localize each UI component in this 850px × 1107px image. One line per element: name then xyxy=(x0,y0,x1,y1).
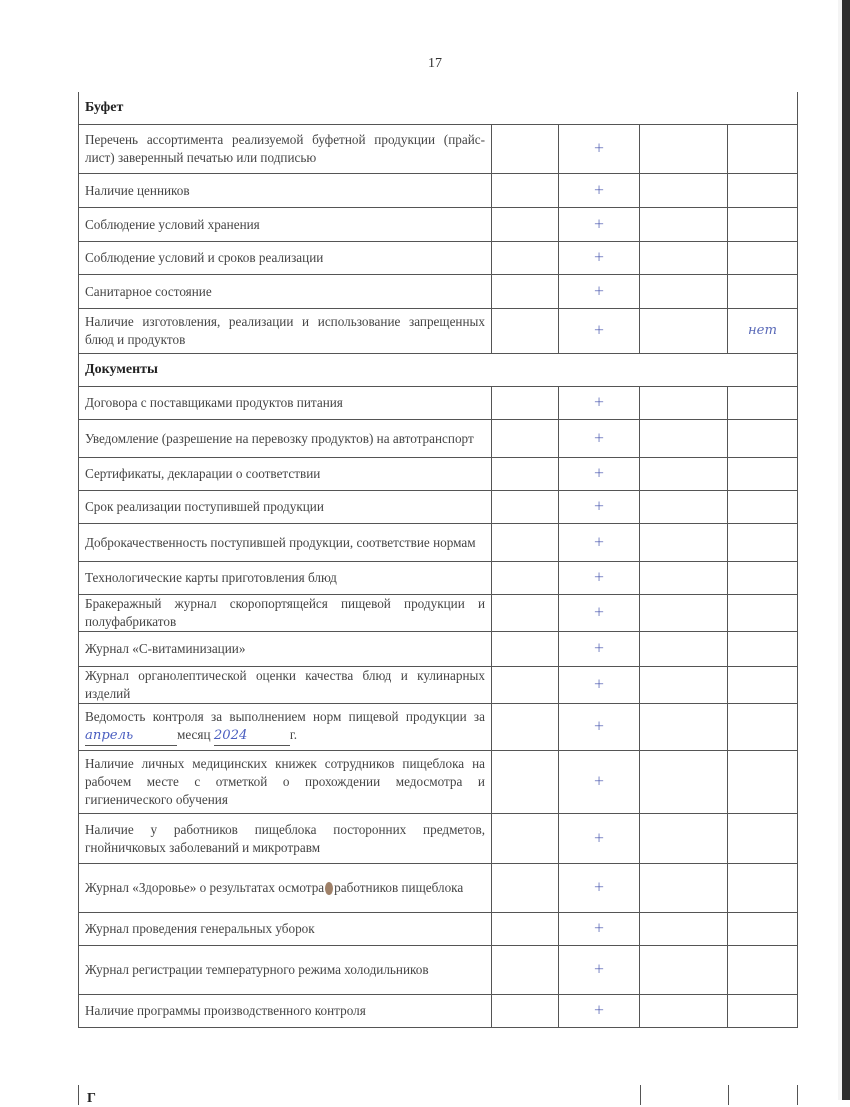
note-cell xyxy=(728,420,798,458)
empty-cell xyxy=(492,208,559,242)
check-mark-cell: + xyxy=(559,174,640,208)
checklist-row xyxy=(79,309,798,354)
checklist-row xyxy=(79,667,798,704)
empty-cell xyxy=(640,595,728,632)
section-header-row xyxy=(79,92,798,125)
row-label: Журнал регистрации температурного режима холодильников xyxy=(79,946,492,995)
page-number: 17 xyxy=(428,56,442,71)
checklist-row xyxy=(79,387,798,420)
handwritten-year-field[interactable]: 2024 xyxy=(214,727,290,746)
empty-cell xyxy=(492,814,559,864)
note-cell xyxy=(728,242,798,275)
row-label: Соблюдение условий хранения xyxy=(79,208,492,242)
statement-row xyxy=(79,704,798,751)
row-label: Журнал органолептической оценки качества блюд и кулинарных изделий xyxy=(79,667,492,704)
empty-cell xyxy=(492,562,559,595)
year-suffix: г. xyxy=(289,727,298,742)
note-cell xyxy=(728,387,798,420)
empty-cell xyxy=(640,667,728,704)
check-mark-cell: + xyxy=(559,524,640,562)
empty-cell xyxy=(640,458,728,491)
note-cell xyxy=(728,458,798,491)
empty-cell xyxy=(492,595,559,632)
note-cell xyxy=(728,995,798,1028)
row-label: Договора с поставщиками продуктов питания xyxy=(79,387,492,420)
check-mark-cell: + xyxy=(559,387,640,420)
check-mark-cell: + xyxy=(559,125,640,174)
statement-line1: Ведомость контроля за выполнением норм пищевой xyxy=(85,709,399,724)
checklist-row xyxy=(79,208,798,242)
check-mark-cell: + xyxy=(559,751,640,814)
empty-cell xyxy=(492,704,559,751)
row-label: Бракеражный журнал скоропортящейся пищевой продукции и полуфабрикатов xyxy=(79,595,492,632)
month-label: месяц xyxy=(177,727,211,742)
check-mark-cell: + xyxy=(559,208,640,242)
empty-cell xyxy=(640,864,728,913)
empty-cell xyxy=(640,814,728,864)
note-cell xyxy=(728,562,798,595)
empty-cell xyxy=(492,242,559,275)
section-title: Документы xyxy=(79,354,798,387)
row-label-part: работников пищеблока xyxy=(334,880,464,895)
check-mark-cell: + xyxy=(559,632,640,667)
checklist-row xyxy=(79,524,798,562)
checklist-row xyxy=(79,751,798,814)
empty-cell xyxy=(492,275,559,309)
checklist-row xyxy=(79,458,798,491)
empty-cell xyxy=(640,995,728,1028)
note-cell xyxy=(728,174,798,208)
note-cell xyxy=(728,524,798,562)
empty-cell xyxy=(640,275,728,309)
empty-cell xyxy=(640,387,728,420)
row-label: Наличие личных медицинских книжек сотрудников пищеблока на рабочем месте с отметкой о прохождении медосмотра и гигиенического обучения xyxy=(79,751,492,814)
row-label: Соблюдение условий и сроков реализации xyxy=(79,242,492,275)
empty-cell xyxy=(492,913,559,946)
empty-cell xyxy=(492,751,559,814)
check-mark-cell: + xyxy=(559,704,640,751)
checklist-row xyxy=(79,632,798,667)
row-label xyxy=(79,704,492,751)
note-cell xyxy=(728,946,798,995)
empty-cell xyxy=(640,491,728,524)
check-mark-cell: + xyxy=(559,995,640,1028)
empty-cell xyxy=(640,946,728,995)
handwritten-month-field[interactable]: апрель xyxy=(85,727,177,746)
statement-prefix: продукции за xyxy=(405,709,485,724)
note-cell xyxy=(728,208,798,242)
checklist-row xyxy=(79,420,798,458)
note-cell xyxy=(728,491,798,524)
row-label: Доброкачественность поступившей продукции, соответствие нормам xyxy=(79,524,492,562)
empty-cell xyxy=(640,562,728,595)
checklist-row xyxy=(79,864,798,913)
checklist-row xyxy=(79,995,798,1028)
empty-cell xyxy=(640,524,728,562)
check-mark-cell: + xyxy=(559,309,640,354)
check-mark-cell: + xyxy=(559,946,640,995)
row-label: Срок реализации поступившей продукции xyxy=(79,491,492,524)
check-mark-cell: + xyxy=(559,913,640,946)
row-label xyxy=(79,864,492,913)
row-label: Наличие у работников пищеблока посторонних предметов, гнойничковых заболеваний и микротравм xyxy=(79,814,492,864)
row-label: Наличие изготовления, реализации и использование запрещенных блюд и продуктов xyxy=(79,309,492,354)
check-mark-cell: + xyxy=(559,491,640,524)
empty-cell xyxy=(492,864,559,913)
note-cell xyxy=(728,667,798,704)
check-mark-cell: + xyxy=(559,667,640,704)
empty-cell xyxy=(492,458,559,491)
empty-cell xyxy=(640,751,728,814)
empty-cell xyxy=(640,913,728,946)
empty-cell xyxy=(492,524,559,562)
checklist-row xyxy=(79,174,798,208)
section-title: Буфет xyxy=(79,92,798,125)
note-cell xyxy=(728,632,798,667)
empty-cell xyxy=(640,208,728,242)
check-mark-cell: + xyxy=(559,562,640,595)
empty-cell xyxy=(492,387,559,420)
section-header-row xyxy=(79,354,798,387)
empty-cell xyxy=(492,309,559,354)
row-label: Технологические карты приготовления блюд xyxy=(79,562,492,595)
check-mark-cell: + xyxy=(559,595,640,632)
row-label: Уведомление (разрешение на перевозку продуктов) на автотранспорт xyxy=(79,420,492,458)
check-mark-cell: + xyxy=(559,420,640,458)
row-label: Журнал проведения генеральных уборок xyxy=(79,913,492,946)
empty-cell xyxy=(492,946,559,995)
empty-cell xyxy=(492,174,559,208)
next-section-partial-row xyxy=(78,1085,798,1105)
note-cell xyxy=(728,595,798,632)
checklist-row xyxy=(79,275,798,309)
note-cell xyxy=(728,275,798,309)
empty-cell xyxy=(492,420,559,458)
note-cell xyxy=(728,814,798,864)
checklist-row xyxy=(79,814,798,864)
empty-cell xyxy=(492,125,559,174)
note-cell: нет xyxy=(728,309,798,354)
row-label: Санитарное состояние xyxy=(79,275,492,309)
checklist-row xyxy=(79,562,798,595)
check-mark-cell: + xyxy=(559,814,640,864)
empty-cell xyxy=(640,309,728,354)
checklist-row xyxy=(79,946,798,995)
scan-edge-shadow xyxy=(842,0,850,1100)
check-mark-cell: + xyxy=(559,275,640,309)
row-label: Наличие программы производственного контроля xyxy=(79,995,492,1028)
row-label-part: Журнал «Здоровье» о результатах осмотра xyxy=(85,880,325,895)
empty-cell xyxy=(492,995,559,1028)
checklist-row xyxy=(79,491,798,524)
empty-cell xyxy=(640,632,728,667)
check-mark-cell: + xyxy=(559,864,640,913)
empty-cell xyxy=(492,667,559,704)
note-cell xyxy=(728,125,798,174)
ink-stain xyxy=(325,882,333,895)
empty-cell xyxy=(640,125,728,174)
row-label: Перечень ассортимента реализуемой буфетной продукции (прайс-лист) заверенный печатью или подписью xyxy=(79,125,492,174)
inspection-checklist-table xyxy=(78,92,798,1028)
checklist-row xyxy=(79,242,798,275)
empty-cell xyxy=(728,864,798,913)
checklist-row xyxy=(79,595,798,632)
empty-cell xyxy=(640,174,728,208)
empty-cell xyxy=(492,632,559,667)
row-label: Журнал «С-витаминизации» xyxy=(79,632,492,667)
row-label: Сертификаты, декларации о соответствии xyxy=(79,458,492,491)
next-section-heading: Г xyxy=(87,1091,96,1106)
row-label: Наличие ценников xyxy=(79,174,492,208)
check-mark-cell: + xyxy=(559,242,640,275)
note-cell xyxy=(728,913,798,946)
empty-cell xyxy=(640,242,728,275)
checklist-row xyxy=(79,125,798,174)
check-mark-cell: + xyxy=(559,458,640,491)
empty-cell xyxy=(728,704,798,751)
empty-cell xyxy=(640,420,728,458)
empty-cell xyxy=(492,491,559,524)
empty-cell xyxy=(640,704,728,751)
note-cell xyxy=(728,751,798,814)
checklist-row xyxy=(79,913,798,946)
